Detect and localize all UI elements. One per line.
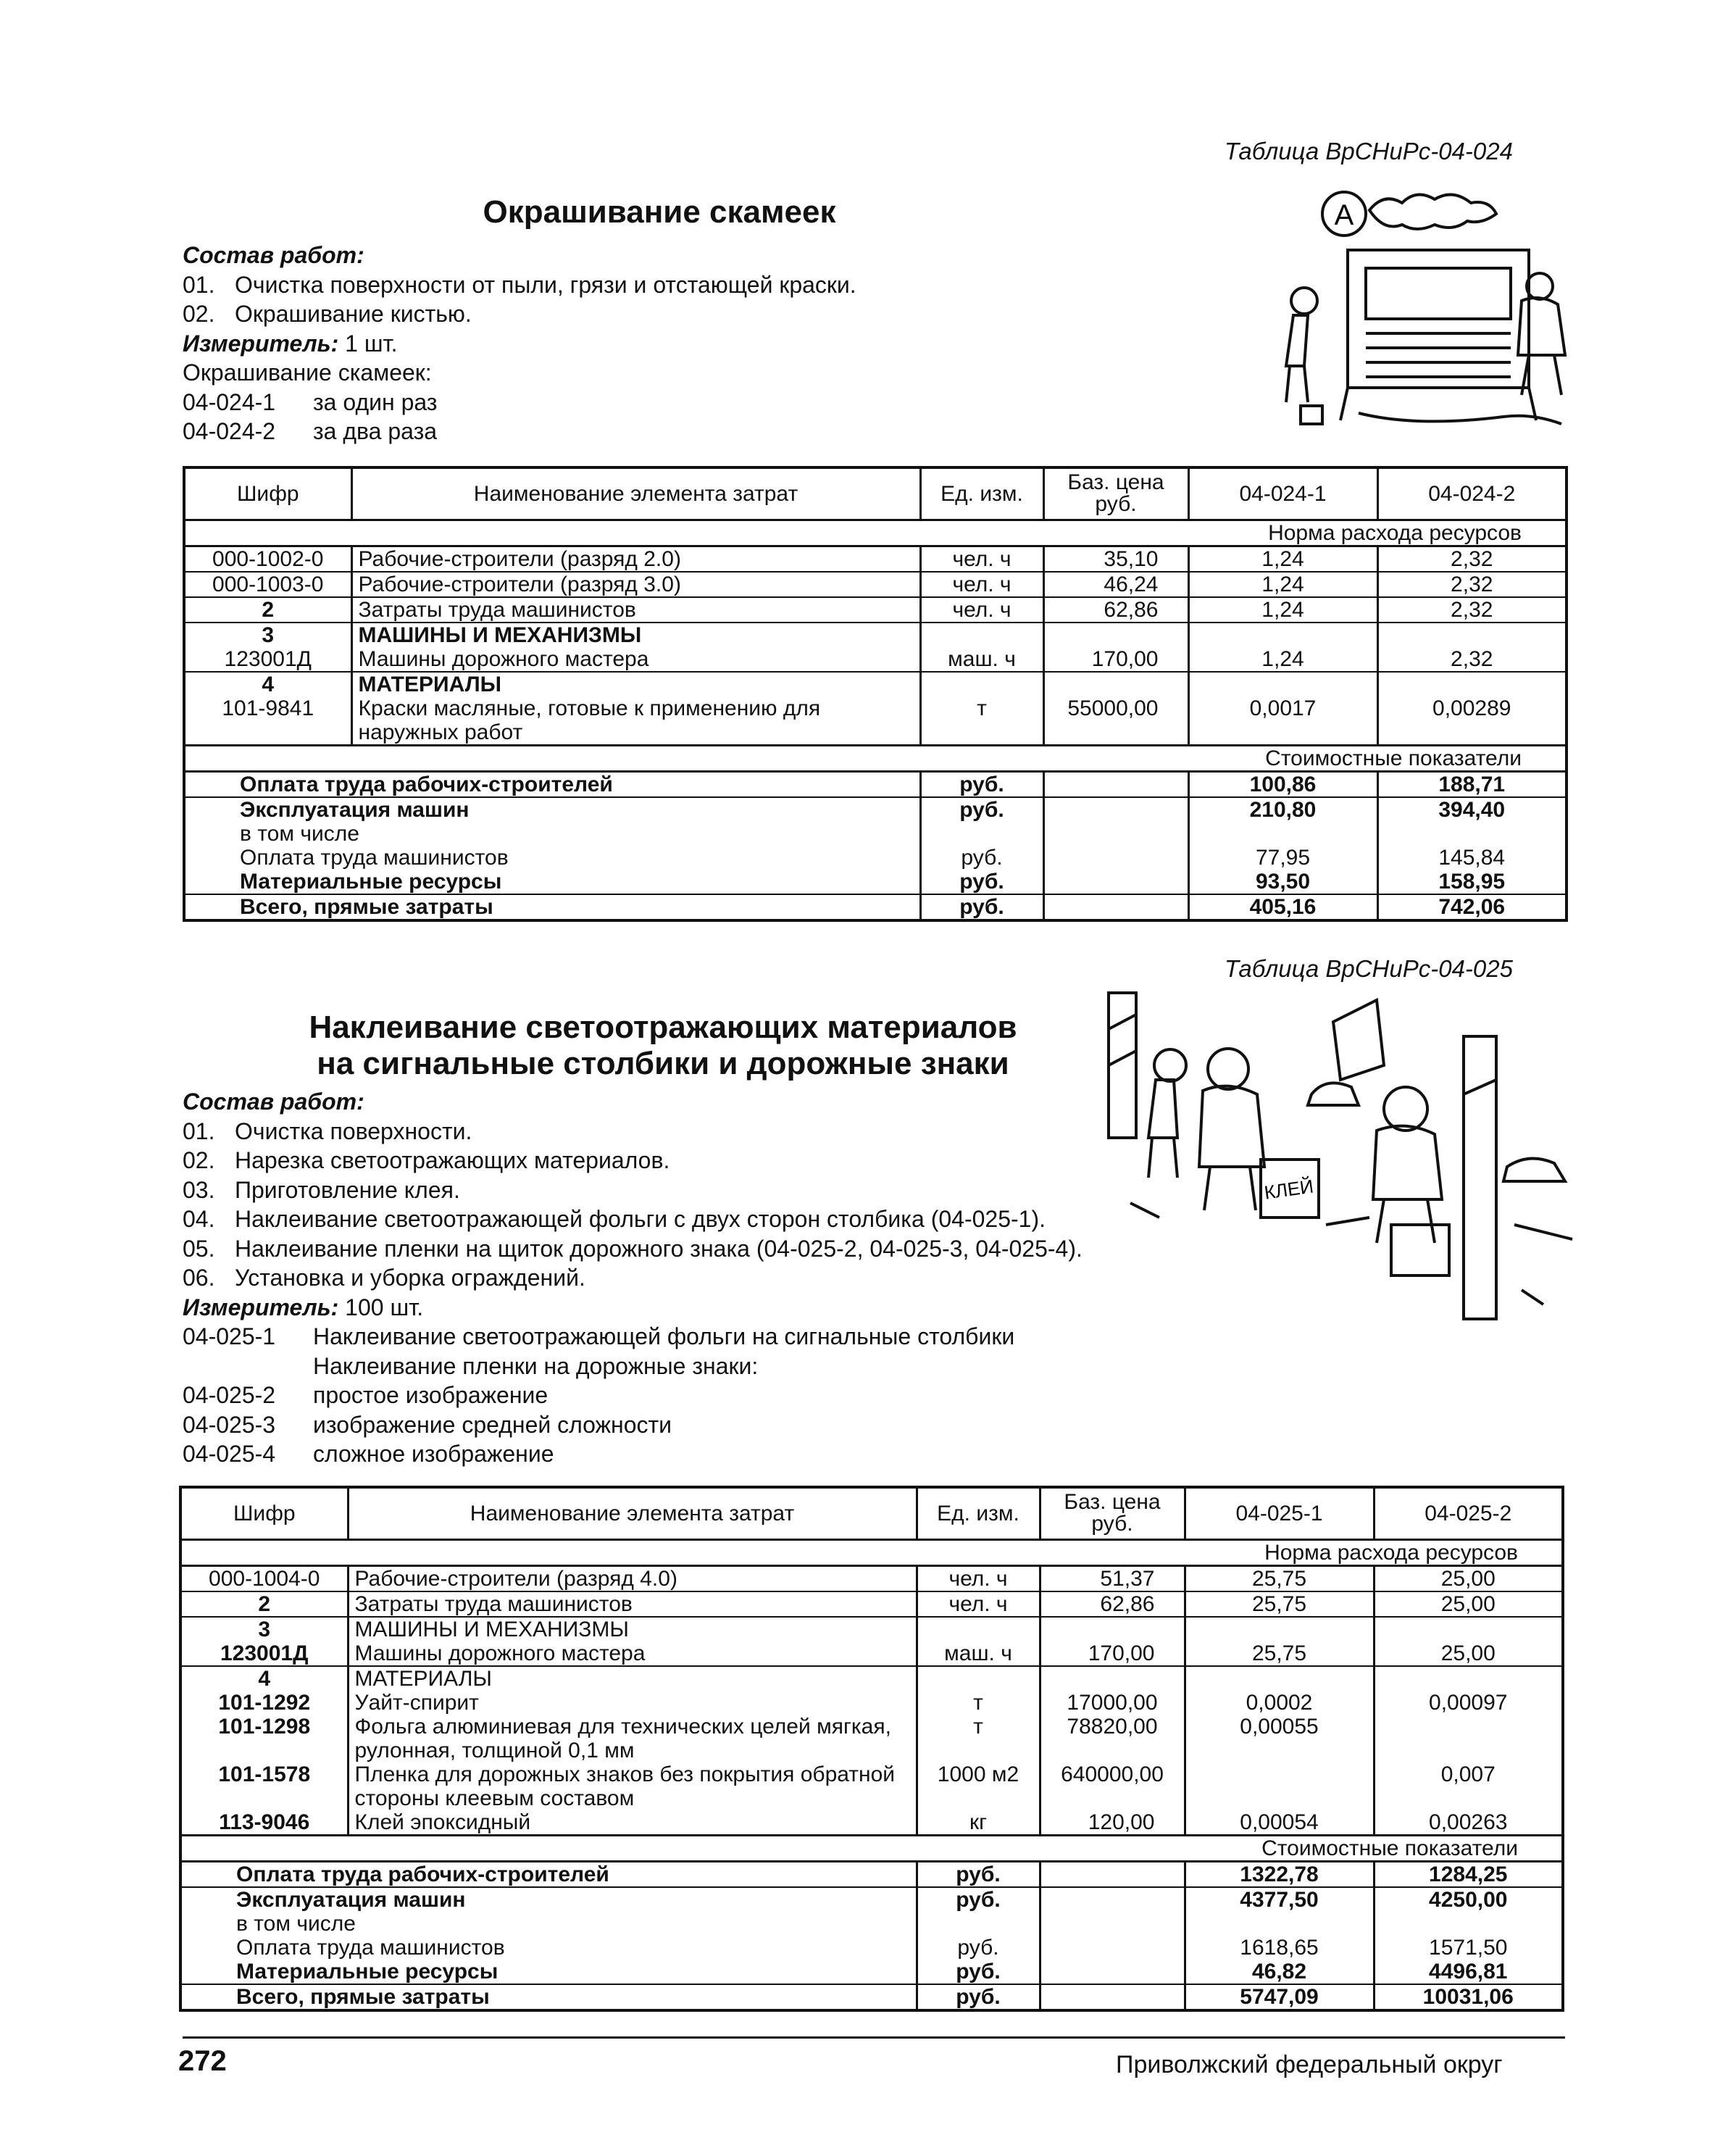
resource-table-2 (179, 1486, 1564, 2012)
totals-row: Оплата труда рабочих-строителей руб. 100,86 188,71 (184, 771, 1567, 797)
table-header-row (180, 1487, 1563, 1539)
signal-post-right (1464, 1036, 1496, 1319)
intro-line: Окрашивание скамеек: (183, 359, 432, 386)
table-row: 123001Д Машины дорожного мастера маш. ч 170,00 1,24 2,32 (184, 647, 1567, 672)
table-row: 000-1004-0 Рабочие-строители (разряд 4.0) чел. ч 51,37 25,75 25,00 (180, 1565, 1563, 1591)
code-item: 04-025-4 сложное изображение (183, 1441, 554, 1467)
bench-painting-illustration (1272, 181, 1576, 442)
table-row: 2 Затраты труда машинистов чел. ч 62,86 25,75 25,00 (180, 1591, 1563, 1617)
footer-rule (183, 2036, 1565, 2039)
code-item: 04-025-1 Наклеивание светоотражающей фольги на сигнальные столбики (183, 1323, 1015, 1349)
resource-table-1 (183, 466, 1568, 922)
work-description-1 (183, 241, 856, 446)
table-row: 2 Затраты труда машинистов чел. ч 62,86 1,24 2,32 (184, 597, 1567, 623)
region-name: Приволжский федеральный округ (1116, 2051, 1503, 2078)
sostav-label: Состав работ: (183, 1089, 364, 1115)
car-icon (1308, 1083, 1359, 1105)
col-header-var2: 04-025-2 (1374, 1487, 1563, 1539)
col-header-price: Баз. цена руб. (1040, 1487, 1185, 1539)
col-header-name: Наименование элемента затрат (348, 1487, 917, 1539)
table-row: 101-1292 Уайт-спирит т 17000,00 0,0002 0,00097 (180, 1691, 1563, 1715)
meter-line: Измеритель: 1 шт. (183, 330, 398, 357)
svg-text:КЛЕЙ: КЛЕЙ (1262, 1175, 1315, 1204)
col-header-code: Шифр (180, 1487, 348, 1539)
cost-section-row: Стоимостные показатели (184, 745, 1567, 771)
totals-row: Материальные ресурсы руб. 46,82 4496,81 (180, 1960, 1563, 1984)
table-row: 123001Д Машины дорожного мастера маш. ч 170,00 25,75 25,00 (180, 1641, 1563, 1666)
table-row: 101-1578 Пленка для дорожных знаков без покрытия обратной стороны клеевым составом 1000 м2 640000,00 0,007 (180, 1762, 1563, 1810)
step-item: 04. Наклеивание светоотражающей фольги с двух сторон столбика (04-025-1). (183, 1206, 1046, 1232)
totals-row: Оплата труда рабочих-строителей руб. 1322,78 1284,25 (180, 1861, 1563, 1887)
table-row: 3 МАШИНЫ И МЕХАНИЗМЫ (180, 1617, 1563, 1641)
col-header-var2: 04-024-2 (1377, 467, 1567, 520)
step-item: 06. Установка и уборка ограждений. (183, 1265, 585, 1291)
totals-row: Оплата труда машинистов руб. 1618,65 1571,50 (180, 1936, 1563, 1960)
code-item: 04-024-2 за два раза (183, 418, 438, 444)
sostav-label: Состав работ: (183, 242, 364, 268)
norm-section-row: Норма расхода ресурсов (184, 520, 1567, 546)
totals-row: Материальные ресурсы руб. 93,50 158,95 (184, 870, 1567, 894)
totals-row: Всего, прямые затраты руб. 5747,09 10031,06 (180, 1984, 1563, 2010)
table-label-2: Таблица ВрСНиРс-04-025 (1225, 955, 1513, 982)
table-row: 4 МАТЕРИАЛЫ (184, 672, 1567, 696)
table-row: 000-1003-0 Рабочие-строители (разряд 3.0) чел. ч 46,24 1,24 2,32 (184, 572, 1567, 597)
cost-section-row: Стоимостные показатели (180, 1835, 1563, 1861)
code-item: 04-024-1 за один раз (183, 388, 438, 415)
table-row: 3 МАШИНЫ И МЕХАНИЗМЫ (184, 623, 1567, 647)
col-header-price: Баз. цена руб. (1043, 467, 1188, 520)
page-number: 272 (178, 2045, 227, 2077)
norm-section-row: Норма расхода ресурсов (180, 1539, 1563, 1565)
work-description-2 (183, 1087, 1083, 1469)
meter-line: Измеритель: 100 шт. (183, 1294, 424, 1320)
road-workers-illustration (1087, 986, 1587, 1333)
step-item: 05. Наклеивание пленки на щиток дорожного знака (04-025-2, 04-025-3, 04-025-4). (183, 1235, 1083, 1262)
totals-row: в том числе (180, 1912, 1563, 1936)
table-row: 113-9046 Клей эпоксидный кг 120,00 0,00054 0,00263 (180, 1810, 1563, 1836)
col-header-code: Шифр (184, 467, 351, 520)
col-header-unit: Ед. изм. (917, 1487, 1040, 1539)
totals-row: в том числе (184, 822, 1567, 846)
totals-row: Эксплуатация машин руб. 210,80 394,40 (184, 797, 1567, 822)
col-header-var1: 04-025-1 (1185, 1487, 1374, 1539)
code-item: 04-025-3 изображение средней сложности (183, 1411, 672, 1438)
table-header-row (184, 467, 1567, 520)
table-row: 000-1002-0 Рабочие-строители (разряд 2.0) чел. ч 35,10 1,24 2,32 (184, 546, 1567, 572)
signal-post-left (1109, 993, 1136, 1138)
totals-row: Эксплуатация машин руб. 4377,50 4250,00 (180, 1887, 1563, 1912)
table-row: 101-9841 Краски масляные, готовые к применению для наружных работ т 55000,00 0,0017 0,00289 (184, 696, 1567, 746)
col-header-unit: Ед. изм. (920, 467, 1043, 520)
table-row: 101-1298 Фольга алюминиевая для технических целей мягкая, рулонная, толщиной 0,1 мм т 78820,00 0,00055 (180, 1715, 1563, 1762)
section-title-1: Окрашивание скамеек (483, 194, 836, 230)
step-item: 01. Очистка поверхности от пыли, грязи и отстающей краски. (183, 271, 856, 298)
sub-intro: Наклеивание пленки на дорожные знаки: (313, 1352, 759, 1379)
section-title-2: Наклеивание светоотражающих материалов на сигнальные столбики и дорожные знаки (309, 1010, 1017, 1081)
step-item: 03. Приготовление клея. (183, 1176, 460, 1203)
table-row: 4 МАТЕРИАЛЫ (180, 1666, 1563, 1691)
badge-letter: A (1334, 199, 1354, 231)
code-item: 04-025-2 простое изображение (183, 1382, 549, 1408)
step-item: 01. Очистка поверхности. (183, 1117, 472, 1144)
step-item: 02. Окрашивание кистью. (183, 301, 472, 327)
col-header-name: Наименование элемента затрат (351, 467, 920, 520)
step-item: 02. Нарезка светоотражающих материалов. (183, 1147, 670, 1173)
flag-icon (1333, 1000, 1384, 1080)
totals-row: Всего, прямые затраты руб. 405,16 742,06 (184, 894, 1567, 920)
totals-row: Оплата труда машинистов руб. 77,95 145,84 (184, 846, 1567, 870)
table-label-1: Таблица ВрСНиРс-04-024 (1225, 138, 1513, 165)
col-header-var1: 04-024-1 (1188, 467, 1377, 520)
